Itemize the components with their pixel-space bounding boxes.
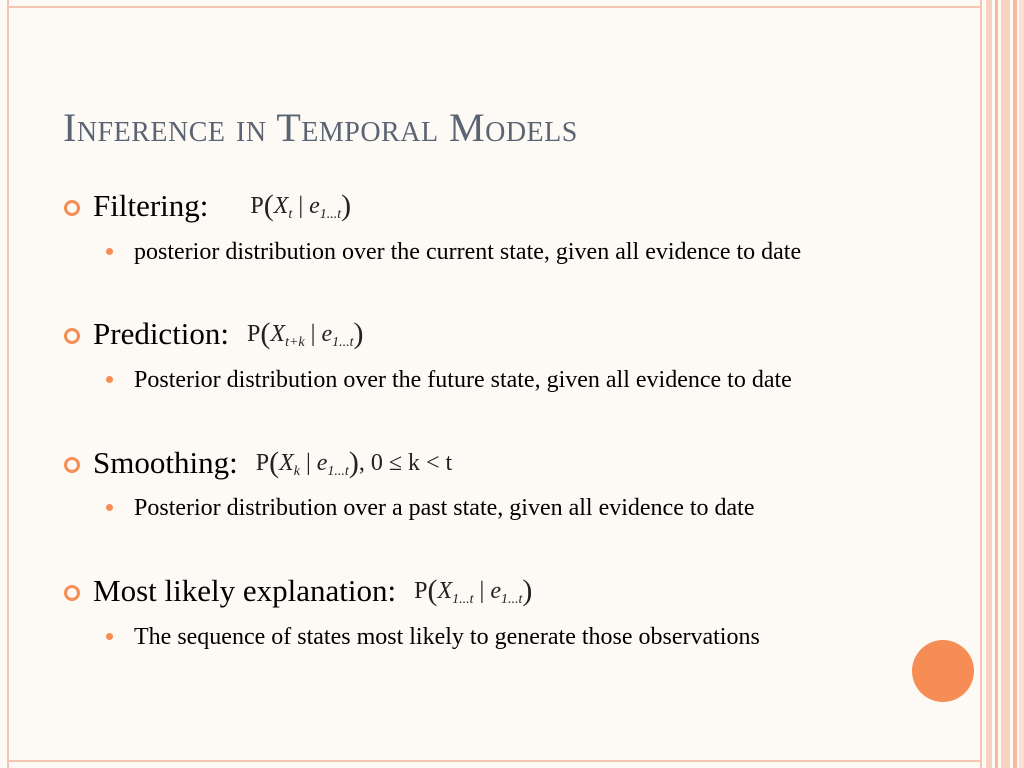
formula: $P(X_{t+k}$ | $e_{1...t}$) xyxy=(247,317,364,350)
sub-bullet xyxy=(106,234,866,270)
decor-stripe xyxy=(1019,0,1024,768)
bullet-most-likely-explanation xyxy=(64,573,532,609)
dot-bullet-icon xyxy=(106,248,113,255)
decorative-circle xyxy=(912,640,974,702)
bullet-label: Filtering: xyxy=(93,188,209,223)
decor-stripe xyxy=(1013,0,1017,768)
decor-stripe xyxy=(1001,0,1010,768)
bullet-filtering xyxy=(64,188,351,224)
sub-bullet xyxy=(106,619,866,655)
frame-line-bottom xyxy=(7,760,982,762)
ring-bullet-icon xyxy=(64,200,80,216)
bullet-prediction xyxy=(64,316,364,352)
frame-line-right xyxy=(980,0,982,768)
dot-bullet-icon xyxy=(106,504,113,511)
bullet-smoothing xyxy=(64,445,452,481)
sub-bullet xyxy=(106,490,866,526)
decor-stripe xyxy=(986,0,992,768)
formula: $P(X_k$ | $e_{1...t}$), 0 ≤ k < t xyxy=(255,446,453,479)
frame-line-left xyxy=(7,0,9,768)
sub-bullet xyxy=(106,362,866,398)
bullet-label: Most likely explanation: xyxy=(93,573,397,608)
ring-bullet-icon xyxy=(64,328,80,344)
bullet-label: Smoothing: xyxy=(93,445,238,480)
formula: $P(X_{1...t}$ | $e_{1...t}$) xyxy=(414,574,533,607)
frame-line-top xyxy=(7,6,982,8)
decor-stripe xyxy=(995,0,998,768)
ring-bullet-icon xyxy=(64,457,80,473)
dot-bullet-icon xyxy=(106,633,113,640)
sub-bullet-text: posterior distribution over the current state, given all evidence to date xyxy=(134,239,802,265)
sub-bullet-text: The sequence of states most likely to generate those observations xyxy=(134,624,760,650)
sub-bullet-text: Posterior distribution over the future state, given all evidence to date xyxy=(134,367,792,393)
ring-bullet-icon xyxy=(64,585,80,601)
slide-title: Inference in Temporal Models xyxy=(63,105,578,150)
dot-bullet-icon xyxy=(106,376,113,383)
sub-bullet-text: Posterior distribution over a past state, given all evidence to date xyxy=(134,495,755,521)
formula: $P(X_t$ | $e_{1...t}$) xyxy=(250,189,352,222)
bullet-label: Prediction: xyxy=(93,316,230,351)
